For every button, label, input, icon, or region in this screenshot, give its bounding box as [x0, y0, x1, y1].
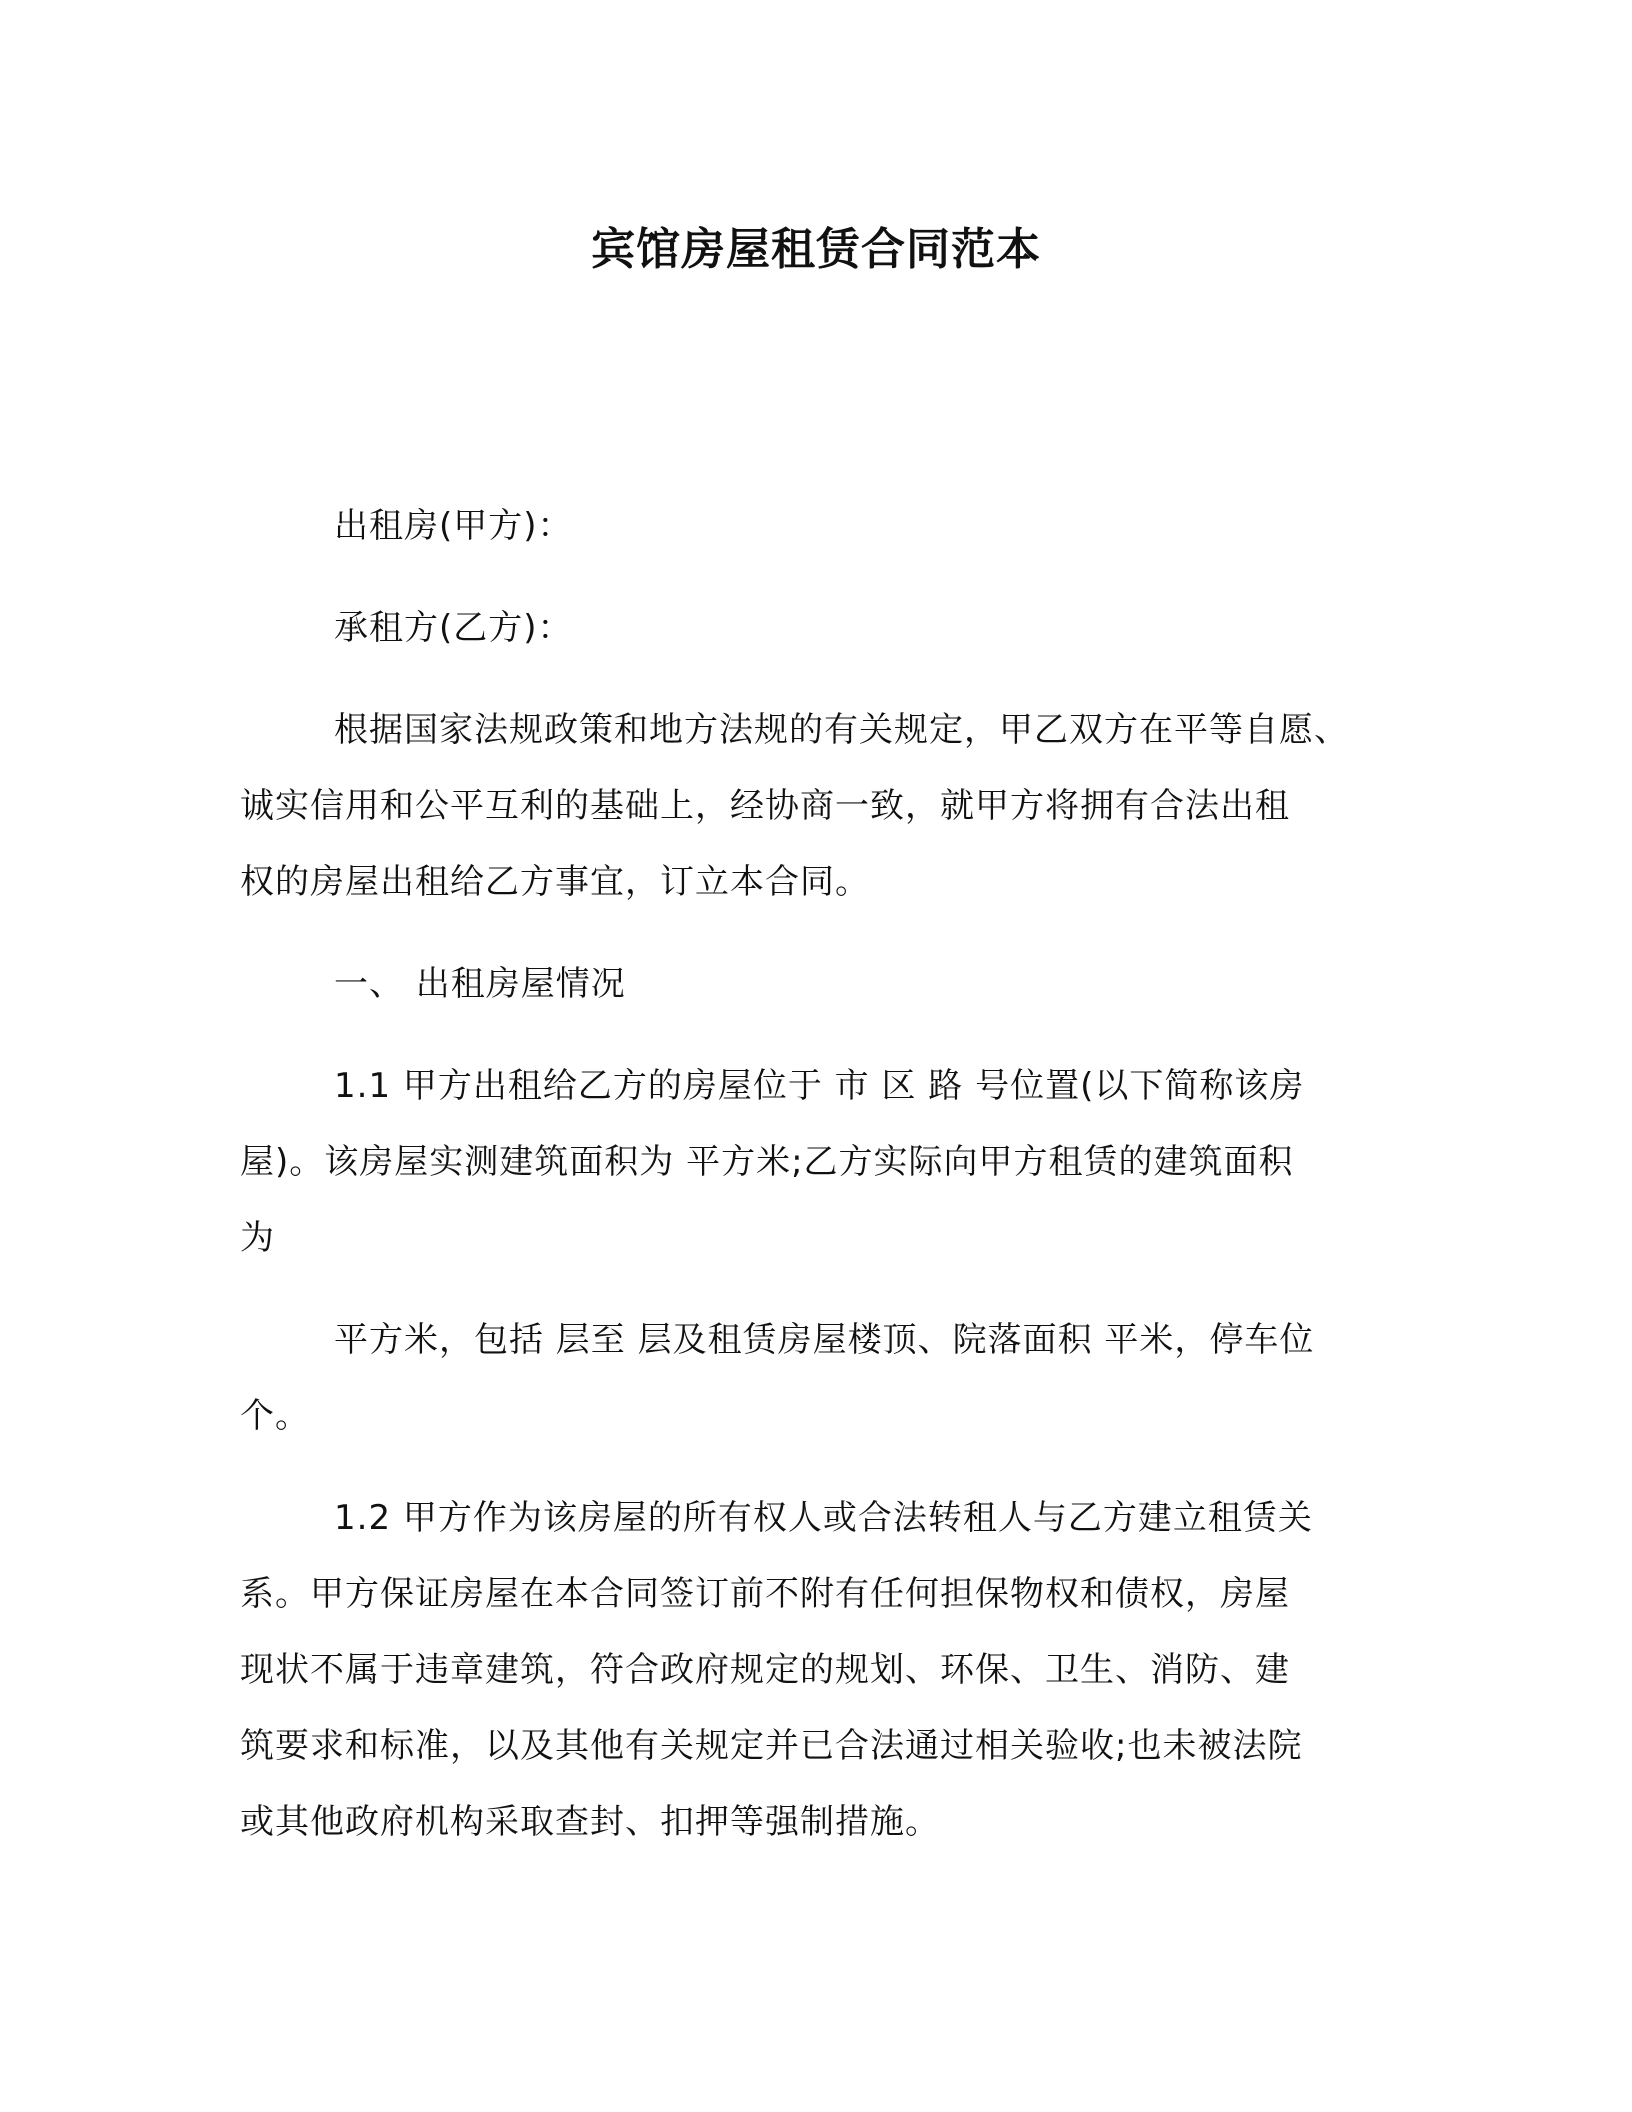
document-body [240, 488, 1400, 1860]
paragraph-line: 筑要求和标准，以及其他有关规定并已合法通过相关验收;也未被法院 [240, 1726, 1303, 1766]
paragraph-lessee [240, 590, 1400, 666]
paragraph-preamble [240, 692, 1400, 920]
paragraph-lessor [240, 488, 1400, 564]
paragraph-line: 根据国家法规政策和地方法规的有关规定，甲乙双方在平等自愿、 [334, 710, 1349, 750]
paragraph-line: 出租房(甲方)： [334, 506, 573, 546]
paragraph-line: 或其他政府机构采取查封、扣押等强制措施。 [240, 1802, 940, 1842]
paragraph-line: 1.2 甲方作为该房屋的所有权人或合法转租人与乙方建立租赁关 [334, 1498, 1313, 1538]
paragraph-line: 平方米，包括 层至 层及租赁房屋楼顶、院落面积 平米，停车位 [334, 1320, 1315, 1360]
paragraph-line: 为 [240, 1218, 275, 1258]
paragraph-line: 诚实信用和公平互利的基础上，经协商一致，就甲方将拥有合法出租 [240, 786, 1290, 826]
document-title: 宾馆房屋租赁合同范本 [591, 224, 1041, 275]
clause-1-1 [240, 1048, 1400, 1276]
clause-1-2 [240, 1480, 1400, 1860]
paragraph-line: 一、 出租房屋情况 [334, 964, 626, 1004]
paragraph-line: 系。甲方保证房屋在本合同签订前不附有任何担保物权和债权，房屋 [240, 1574, 1290, 1614]
paragraph-line: 承租方(乙方)： [334, 608, 573, 648]
paragraph-line: 屋)。该房屋实测建筑面积为 平方米;乙方实际向甲方租赁的建筑面积 [240, 1142, 1294, 1182]
paragraph-line: 个。 [240, 1396, 310, 1436]
paragraph-line: 权的房屋出租给乙方事宜，订立本合同。 [240, 862, 870, 902]
clause-1-1-continued [240, 1302, 1400, 1454]
section-heading-rental-property [240, 946, 1400, 1022]
paragraph-line: 1.1 甲方出租给乙方的房屋位于 市 区 路 号位置(以下简称该房 [334, 1066, 1305, 1106]
paragraph-line: 现状不属于违章建筑，符合政府规定的规划、环保、卫生、消防、建 [240, 1650, 1290, 1690]
